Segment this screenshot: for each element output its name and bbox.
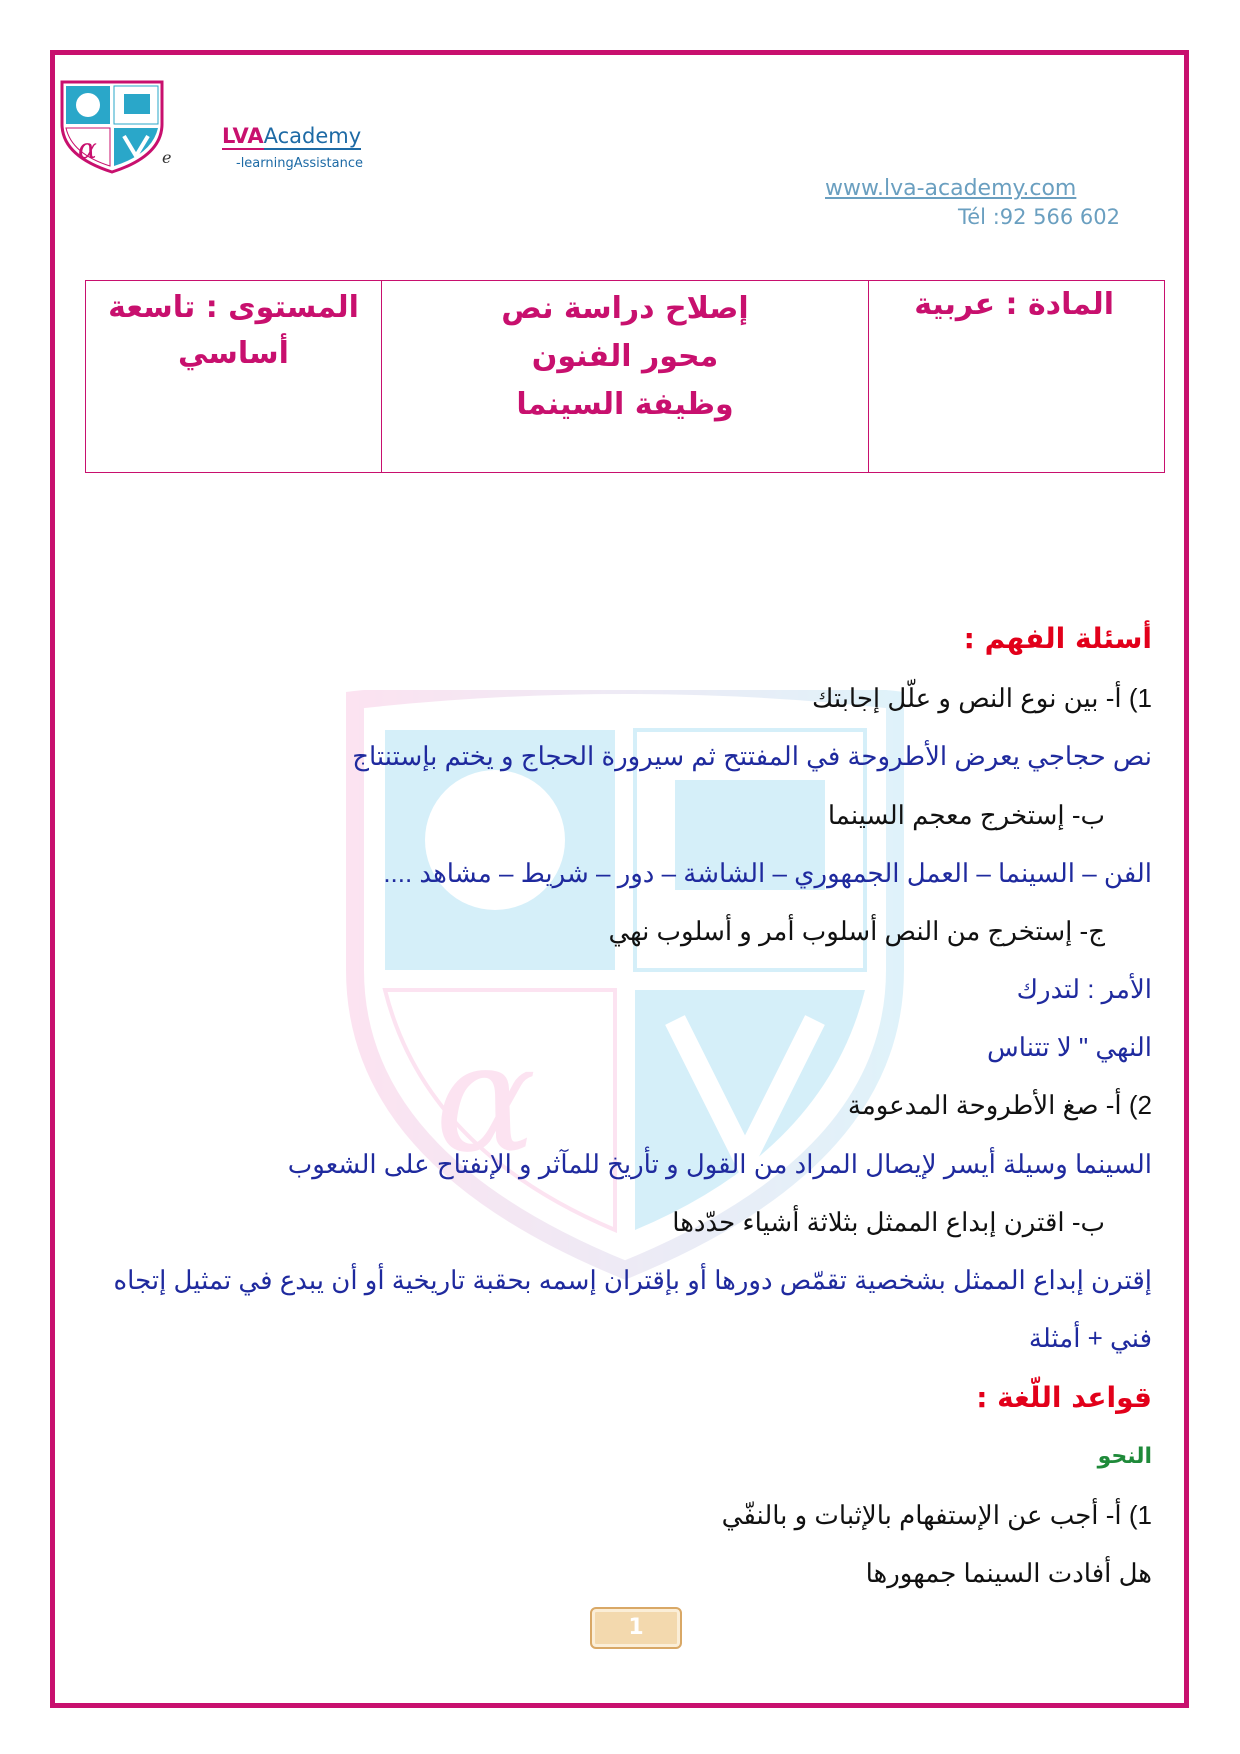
watermark-shield-icon bbox=[345, 690, 905, 1280]
lva-logo-icon bbox=[58, 78, 166, 174]
answer-1c-prohibition: النهي " لا تتناس bbox=[987, 1032, 1152, 1062]
question-3a-text: هل أفادت السينما جمهورها bbox=[865, 1558, 1152, 1588]
title-line1: إصلاح دراسة نص bbox=[501, 291, 749, 326]
logo-e-letter: e bbox=[162, 148, 172, 167]
question-1a: 1) أ- بين نوع النص و علّل إجابتك bbox=[811, 683, 1152, 713]
question-1c: ج- إستخرج من النص أسلوب أمر و أسلوب نهي bbox=[608, 916, 1105, 946]
level-line1: المستوى : تاسعة bbox=[108, 290, 359, 325]
website-link[interactable]: www.lva-academy.com bbox=[825, 176, 1077, 201]
brand-name bbox=[222, 124, 361, 148]
answer-2b-line2: فني + أمثلة bbox=[1028, 1323, 1152, 1353]
answer-2b-line1: إقترن إبداع الممثل بشخصية تقمّص دورها أو بإقتران إسمه بحقبة تاريخية أو أن يبدع في تمثيل إتجاه bbox=[113, 1265, 1152, 1295]
title-cell bbox=[382, 281, 869, 472]
brand-lva: LVA bbox=[222, 124, 264, 148]
heading-grammar: قواعد اللّغة : bbox=[976, 1381, 1152, 1414]
subject-cell bbox=[869, 281, 1164, 472]
svg-text:α: α bbox=[435, 1012, 537, 1186]
heading-comprehension: أسئلة الفهم : bbox=[963, 622, 1152, 655]
level-line2: أساسي bbox=[178, 336, 289, 371]
question-2a: 2) أ- صغ الأطروحة المدعومة bbox=[847, 1090, 1152, 1120]
subheading-syntax: النحو bbox=[1097, 1444, 1152, 1469]
brand-academy: Academy bbox=[263, 124, 362, 148]
phone-number: Tél :92 566 602 bbox=[958, 205, 1121, 229]
svg-text:α: α bbox=[78, 132, 97, 165]
subject-label: المادة : عربية bbox=[914, 287, 1114, 322]
answer-1b: الفن – السينما – العمل الجمهوري – الشاشة – دور – شريط – مشاهد .... bbox=[383, 858, 1152, 888]
info-table bbox=[85, 280, 1165, 473]
page-number: 1 bbox=[590, 1607, 682, 1649]
title-line2: محور الفنون bbox=[531, 339, 719, 374]
answer-1a: نص حجاجي يعرض الأطروحة في المفتتح ثم سيرورة الحجاج و يختم بإستنتاج bbox=[352, 741, 1152, 771]
question-2b: ب- اقترن إبداع الممثل بثلاثة أشياء حدّدها bbox=[672, 1207, 1105, 1237]
answer-1c-command: الأمر : لتدرك bbox=[1016, 974, 1152, 1004]
level-cell bbox=[86, 281, 382, 472]
title-line3: وظيفة السينما bbox=[516, 387, 734, 422]
question-3a: 1) أ- أجب عن الإستفهام بالإثبات و بالنفّي bbox=[721, 1500, 1152, 1530]
brand-tagline: -learningAssistance bbox=[236, 156, 363, 171]
answer-2a: السينما وسيلة أيسر لإيصال المراد من القول و تأريخ للمآثر و الإنفتاح على الشعوب bbox=[287, 1149, 1152, 1179]
question-1b: ب- إستخرج معجم السينما bbox=[827, 800, 1105, 830]
